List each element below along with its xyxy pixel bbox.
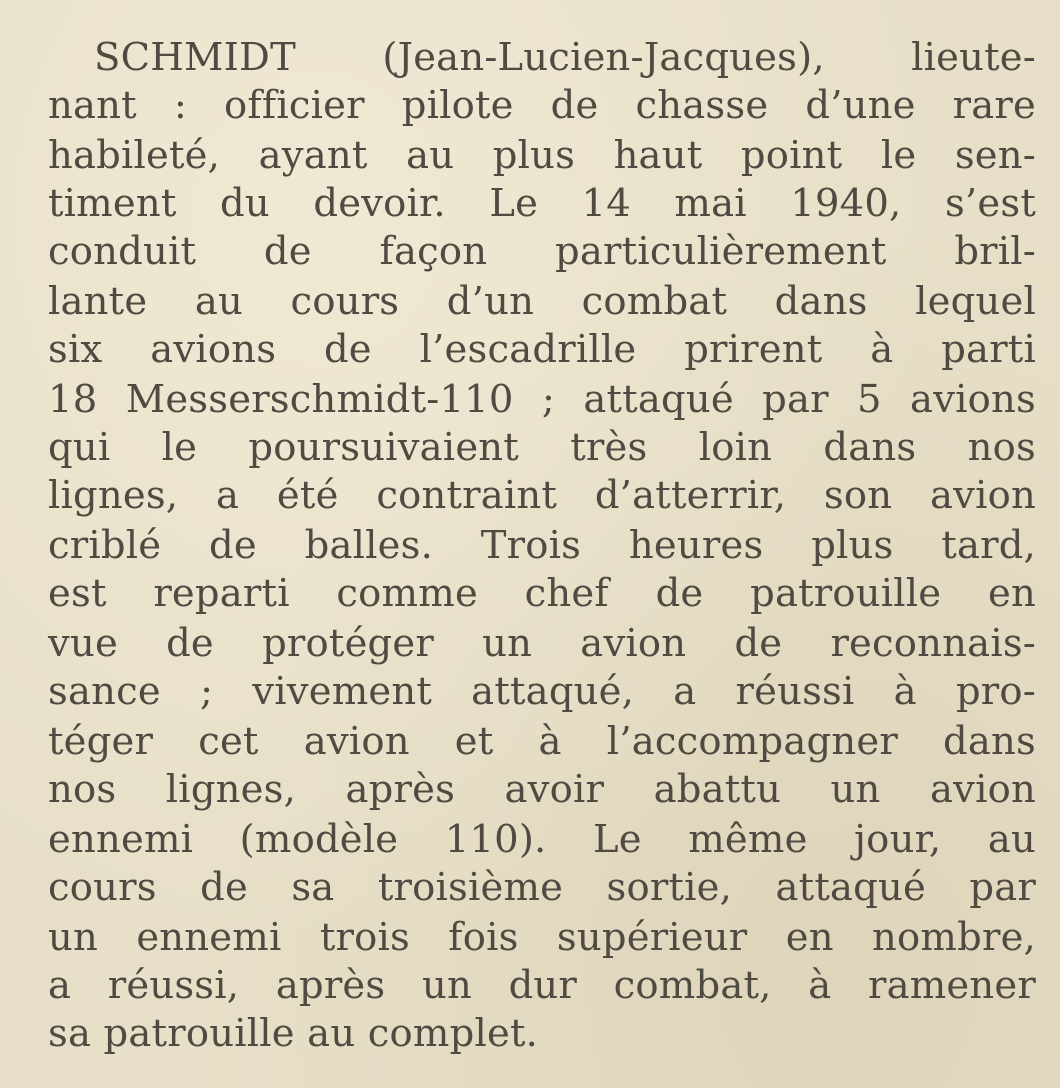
text-line-10: lignes, a été contraint d’atterrir, son avion (48, 473, 1036, 518)
text-line-5: conduit de façon particulièrement bril- (48, 229, 1036, 274)
text-line-7: six avions de l’escadrille prirent à parti (48, 327, 1036, 372)
text-line-20: a réussi, après un dur combat, à ramener (48, 963, 1036, 1008)
text-line-21: sa patrouille au complet. (48, 1011, 539, 1056)
text-line-8: 18 Messerschmidt-110 ; attaqué par 5 avions (48, 377, 1036, 422)
text-line-6: lante au cours d’un combat dans lequel (48, 279, 1036, 324)
text-line-19: un ennemi trois fois supérieur en nombre, (48, 915, 1036, 960)
text-line-3: habileté, ayant au plus haut point le sen- (48, 133, 1036, 178)
text-line-18: cours de sa troisième sortie, attaqué par (48, 865, 1036, 910)
text-line-12: est reparti comme chef de patrouille en (48, 571, 1036, 616)
text-line-11: criblé de balles. Trois heures plus tard, (48, 523, 1036, 568)
text-line-15: téger cet avion et à l’accompagner dans (48, 719, 1036, 764)
text-line-14: sance ; vivement attaqué, a réussi à pro- (48, 669, 1036, 714)
text-line-13: vue de protéger un avion de reconnais- (48, 621, 1036, 666)
text-line-16: nos lignes, après avoir abattu un avion (48, 767, 1036, 812)
text-line-17: ennemi (modèle 110). Le même jour, au (48, 817, 1036, 862)
text-line-4: timent du devoir. Le 14 mai 1940, s’est (48, 181, 1036, 226)
text-line-2: nant : officier pilote de chasse d’une rare (48, 83, 1036, 128)
text-line-9: qui le poursuivaient très loin dans nos (48, 425, 1036, 470)
text-line-1: SCHMIDT (Jean-Lucien-Jacques), lieute- (94, 35, 1036, 80)
